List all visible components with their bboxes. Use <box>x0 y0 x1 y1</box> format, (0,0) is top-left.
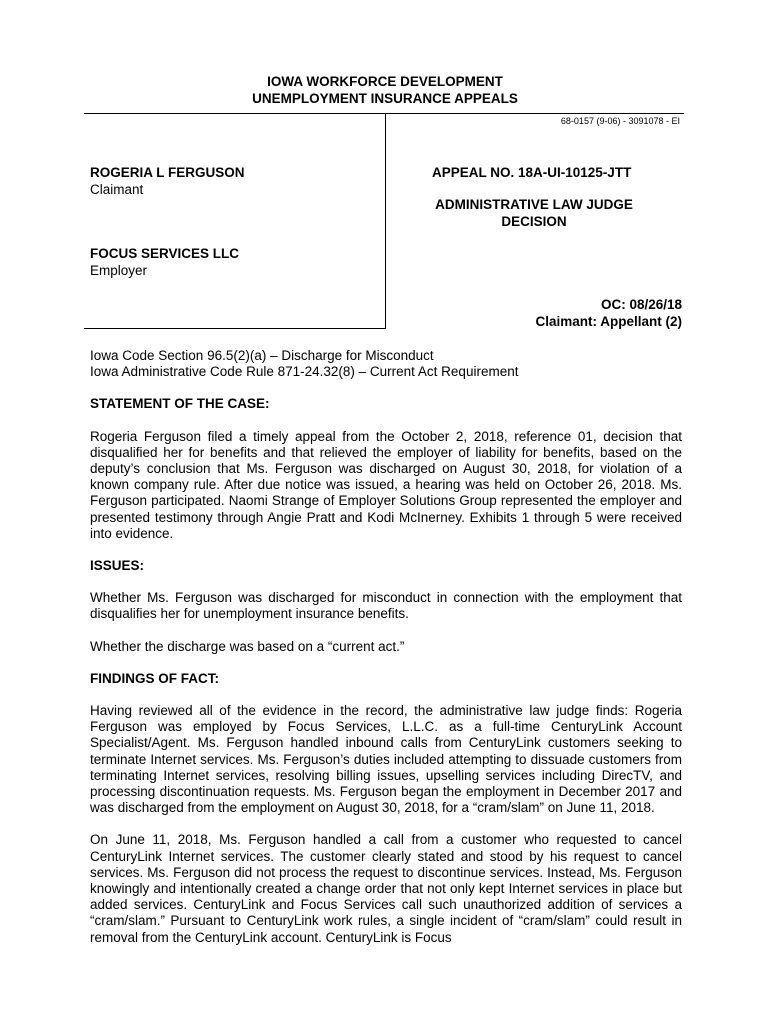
header-rule <box>84 113 684 114</box>
agency-division: UNEMPLOYMENT INSURANCE APPEALS <box>252 91 518 106</box>
caption-bottom-rule <box>84 328 386 329</box>
decision-body <box>90 348 682 962</box>
oc-block <box>386 296 682 330</box>
findings-heading: FINDINGS OF FACT: <box>90 670 219 686</box>
findings-paragraph-2: On June 11, 2018, Ms. Ferguson handled a call from a customer who requested to cancel CenturyLink Internet services. The customer clearly stated and stood by his request to cancel services. Ms. Ferguson did not process the request to discontinue services. Instead, Ms. Ferguson knowingly and intentionally created a change order that not only kept Internet services in place but added services. CenturyLink and Focus Services call such unauthorized addition of services a “cram/slam.” Pursuant to CenturyLink work rules, a single incident of “cram/slam” could result in removal from the CenturyLink account. CenturyLink is Focus <box>90 832 682 945</box>
decision-title <box>386 196 682 230</box>
appeal-number: APPEAL NO. 18A-UI-10125-JTT <box>432 165 632 180</box>
form-number: 68-0157 (9-06) - 3091078 - EI <box>560 116 680 126</box>
employer-block <box>90 245 239 279</box>
agency-name: IOWA WORKFORCE DEVELOPMENT <box>267 74 503 89</box>
claimant-status: Claimant: Appellant (2) <box>535 314 682 329</box>
issue-current-act: Whether the discharge was based on a “current act.” <box>90 638 405 654</box>
statement-heading: STATEMENT OF THE CASE: <box>90 396 270 412</box>
claimant-name: ROGERIA L FERGUSON <box>90 165 245 180</box>
employer-label: Employer <box>90 263 148 278</box>
claimant-block <box>90 164 245 198</box>
issue-misconduct: Whether Ms. Ferguson was discharged for misconduct in connection with the employment that disqualifies her for unemployment insurance benefits. <box>90 590 682 622</box>
employer-name: FOCUS SERVICES LLC <box>90 246 240 261</box>
decision-title-line2: DECISION <box>501 214 567 229</box>
findings-paragraph-1: Having reviewed all of the evidence in the record, the administrative law judge finds: Rogeria Ferguson was employed by Focus Services, L.L.C. as a full-time CenturyLink Account Specialist/Agent. Ms. Ferguson handled inbound calls from CenturyLink customers seeking to terminate Internet services. Ms. Ferguson’s duties included attempting to dissuade customers from terminating Internet services, resolving billing issues, upselling services including DirecTV, and processing discontinuation requests. Ms. Ferguson began the employment in December 2017 and was discharged from the employment on August 30, 2018, for a “cram/slam” on June 11, 2018. <box>90 703 682 816</box>
rule-citation: Iowa Administrative Code Rule 871-24.32(8) – Current Act Requirement <box>90 364 519 380</box>
issues-heading: ISSUES: <box>90 558 145 574</box>
statement-text: Rogeria Ferguson filed a timely appeal from the October 2, 2018, reference 01, decision that disqualified her for benefits and that relieved the employer of liability for benefits, based on the deputy’s conclusion that Ms. Ferguson was discharged on August 30, 2018, for violation of a known company rule. After due notice was issued, a hearing was held on October 26, 2018. Ms. Ferguson participated. Naomi Strange of Employer Solutions Group represented the employer and presented testimony through Angie Pratt and Kodi McInerney. Exhibits 1 through 5 were received into evidence. <box>90 428 682 541</box>
claimant-label: Claimant <box>90 182 144 197</box>
decision-title-line1: ADMINISTRATIVE LAW JUDGE <box>435 197 633 212</box>
code-citation: Iowa Code Section 96.5(2)(a) – Discharge for Misconduct <box>90 348 434 363</box>
oc-date: OC: 08/26/18 <box>600 297 682 312</box>
